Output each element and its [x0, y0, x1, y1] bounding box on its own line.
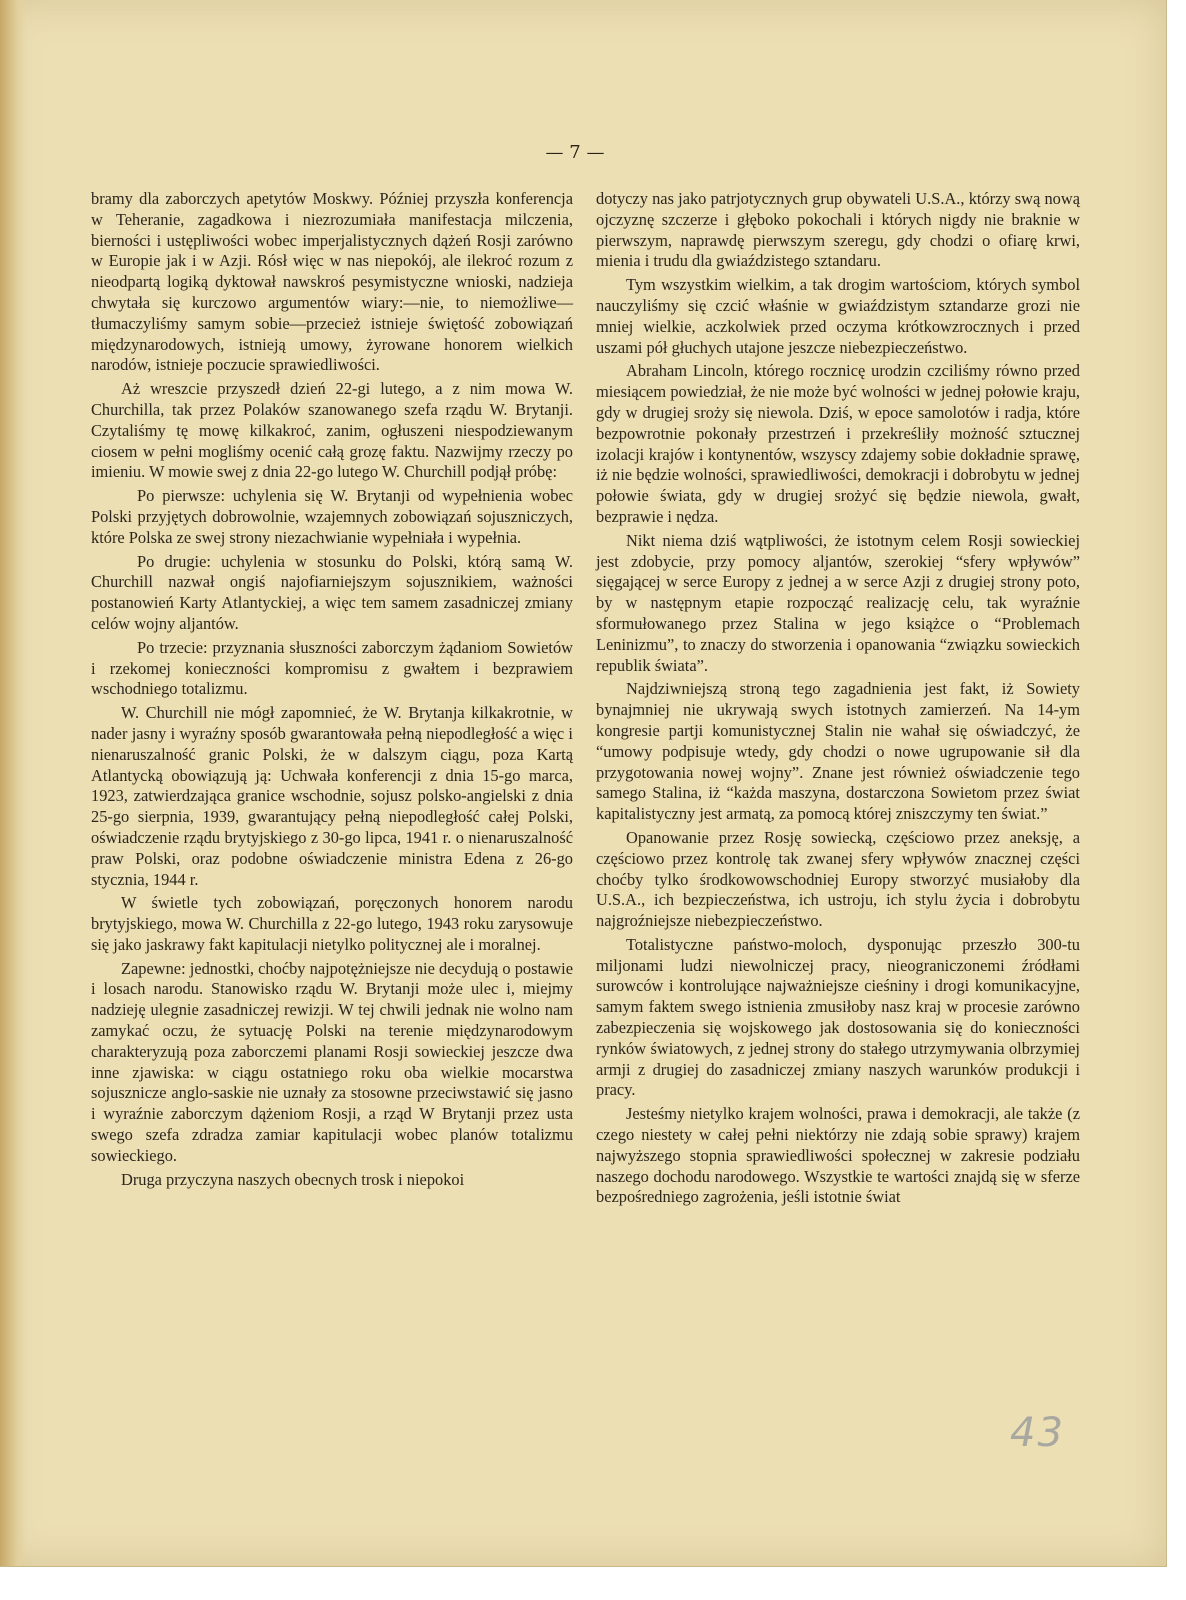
paragraph: Druga przyczyna naszych obecnych trosk i niepokoi	[121, 1169, 465, 1189]
paragraph: bramy dla zaborczych apetytów Moskwy. Później przyszła konferencja w Teheranie, zagadkowa i niezrozumiała manifestacja milczenia, bierności i ustępliwości wobec imperjalistycznych dążeń Rosji zarówno w Europie jak i w Azji. Rósł więc w nas niepokój, ale ilekroć rozum z nieodpartą logiką dyktował nawskroś pesymistyczne wnioski, nadzieja chwytała się kurczowo argumentów wiary:—nie, to niemożliwe—tłumaczyliśmy samym sobie—przecież istnieje świętość zobowiązań międzynarodowych, istnieją umowy, żyrowane honorem wielkich narodów, istnieje poczucie sprawiedliwości.	[91, 189, 573, 375]
page-number: — 7 —	[545, 142, 605, 163]
paragraph: W. Churchill nie mógł zapomnieć, że W. Brytanja kilkakrotnie, w nader jasny i wyraźny sposób gwarantowała pełną niepodległość a więc i nienaruszalność granic Polski, że w dalszym ciągu, poza Kartą Atlantycką obowiązują ją: Uchwała konferencji z dnia 15-go marca, 1923, zatwierdzająca granice wschodnie, sojusz polsko-angielski z dnia 25-go sierpnia, 1939, gwarantujący pełną niepodległość całej Polski, oświadczenie rządu brytyjskiego z 30-go lipca, 1941 r. o nienaruszalność praw Polski, oraz podobne oświadczenie ministra Edena z 26-go stycznia, 1944 r.	[91, 703, 573, 889]
handwritten-page-number: 43	[1010, 1410, 1065, 1456]
paragraph: Abraham Lincoln, którego rocznicę urodzin czciliśmy równo przed miesiącem powiedział, że nie może być wolności w jednej połowie kraju, gdy w drugiej sroży się niewola. Dziś, w epoce samolotów i radja, które bezpowrotnie pokonały przestrzeń i przekreśliły możność sztucznej izolacji krajów i kontynentów, wszyscy zdajemy sobie dokładnie sprawę, iż nie będzie wolności, sprawiedliwości, demokracji i dobrobytu w jednej połowie świata, gdy w drugiej srożyć się będzie niewola, gwałt, bezprawie i nędza.	[596, 361, 1080, 526]
paragraph: dotyczy nas jako patrjotycznych grup obywateli U.S.A., którzy swą nową ojczyznę szczerze i głęboko pokochali i których nigdy nie braknie w pierwszym, naprawdę pierwszym szeregu, gdy chodzi o ofiarę krwi, mienia i trudu dla gwiaździstego sztandaru.	[596, 189, 1080, 271]
paragraph: Nikt niema dziś wątpliwości, że istotnym celem Rosji sowieckiej jest zdobycie, przy pomocy aljantów, szerokiej “sfery wpływów” sięgającej w serce Europy z jednej a w serce Azji z drugiej strony poto, by w następnym etapie rozpocząć realizację celu, tak wyraźnie sformułowanego przez Stalina w jego książce o “Problemach Leninizmu”, to znaczy do stworzenia i opanowania “związku sowieckich republik świata”.	[596, 530, 1080, 675]
paragraph: W świetle tych zobowiązań, poręczonych honorem narodu brytyjskiego, mowa W. Churchilla z 22-go lutego, 1943 roku zarysowuje się jako jaskrawy fakt kapitulacji nietylko politycznej ale i moralnej.	[91, 893, 573, 954]
paragraph: Jesteśmy nietylko krajem wolności, prawa i demokracji, ale także (z czego niestety w całej pełni niektórzy nie zdają sobie sprawy) krajem najwyższego stopnia sprawiedliwości społecznej w zakresie podziału naszego dochodu narodowego. Wszystkie te wartości znajdą się w sferze bezpośredniego zagrożenia, jeśli istotnie świat	[596, 1104, 1080, 1207]
left-column	[91, 189, 573, 1193]
list-item: Po trzecie: przyznania słuszności zaborczym żądaniom Sowietów i rzekomej konieczności kompromisu z gwałtem i bezprawiem wschodniego totalizmu.	[91, 637, 573, 699]
paragraph: Najdziwniejszą stroną tego zagadnienia jest fakt, iż Sowiety bynajmniej nie ukrywają swych istotnych zamierzeń. Na 14-ym kongresie partji komunistycznej Stalin nie wahał się oświadczyć, że “umowy podpisuje wtedy, gdy chodzi o nowe ugrupowanie sił dla przygotowania nowej wojny”. Znane jest również oświadczenie tego samego Stalina, iż “każda maszyna, dostarczona Sowietom przez świat kapitalistyczny jest armatą, za pomocą której zniszczymy ten świat.”	[596, 679, 1080, 824]
list-item: Po drugie: uchylenia w stosunku do Polski, którą samą W. Churchill nazwał ongiś najofiarniejszym sojusznikiem, ważności postanowień Karty Atlantyckiej, a więc tem samem zasadniczej zmiany celów wojny aljantów.	[91, 551, 573, 633]
paragraph: Opanowanie przez Rosję sowiecką, częściowo przez aneksję, a częściowo przez kontrolę tak zwanej sfery wpływów znacznej części choćby tylko środkowowschodniej Europy stworzyć musiałoby dla U.S.A., ich bezpieczeństwa, ich ustroju, ich stylu życia i dobrobytu najgroźniejsze niebezpieczeństwo.	[596, 827, 1080, 931]
right-column	[596, 189, 1080, 1211]
list-item: Po pierwsze: uchylenia się W. Brytanji od wypełnienia wobec Polski przyjętych dobrowolnie, wzajemnych zobowiązań sojuszniczych, które Polska ze swej strony niezachwianie wypełniała i wypełnia.	[91, 486, 573, 547]
page-edge-stain	[0, 0, 26, 1566]
paragraph: Zapewne: jednostki, choćby najpotężniejsze nie decydują o postawie i losach narodu. Stanowisko rządu W. Brytanji może ulec i, miejmy nadzieję ulegnie zasadniczej rewizji. W tej chwili jednak nie wolno nam zamykać oczu, że sytuację Polski na terenie międzynarodowym charakteryzują poza zaborczemi planami Rosji sowieckiej jeszcze dwa inne zjawiska: w ciągu ostatniego roku oba wielkie mocarstwa sojusznicze anglo-saskie nie uznały za stosowne przeciwstawić się jasno i wyraźnie zaborczym dążeniom Rosji, a rząd W Brytanji przez usta swego szefa zdradza zamiar kapitulacji wobec planów totalizmu sowieckiego.	[91, 958, 573, 1165]
paragraph: Totalistyczne państwo-moloch, dysponując przeszło 300-tu miljonami ludzi niewolniczej pracy, nieograniczonemi źródłami surowców i kontrolujące najważniejsze cieśniny i drogi komunikacyjne, samym faktem swego istnienia zmusiłoby nasz kraj w procesie zarówno zabezpieczenia się wojskowego jak dostosowania się do konieczności rynków światowych, z jednej strony do stałego utrzymywania olbrzymiej armji z drugiej do zasadniczej zmiany naszych warunków produkcji i pracy.	[596, 934, 1080, 1100]
paragraph: Aż wreszcie przyszedł dzień 22-gi lutego, a z nim mowa W. Churchilla, tak przez Polaków szanowanego szefa rządu W. Brytanji. Czytaliśmy tę mowę kilkakroć, zanim, ogłuszeni niespodziewanym ciosem w pełni mogliśmy ocenić całą grozę faktu. Nazwijmy rzeczy po imieniu. W mowie swej z dnia 22-go lutego W. Churchill podjął próbę:	[91, 379, 573, 482]
paragraph: Tym wszystkim wielkim, a tak drogim wartościom, których symbol nauczyliśmy się czcić właśnie w gwiaździstym sztandarze grozi nie mniej wielkie, aczkolwiek przed oczyma krótkowzrocznych i przed uszami pół głuchych utajone jeszcze niebezpieczeństwo.	[596, 275, 1080, 357]
